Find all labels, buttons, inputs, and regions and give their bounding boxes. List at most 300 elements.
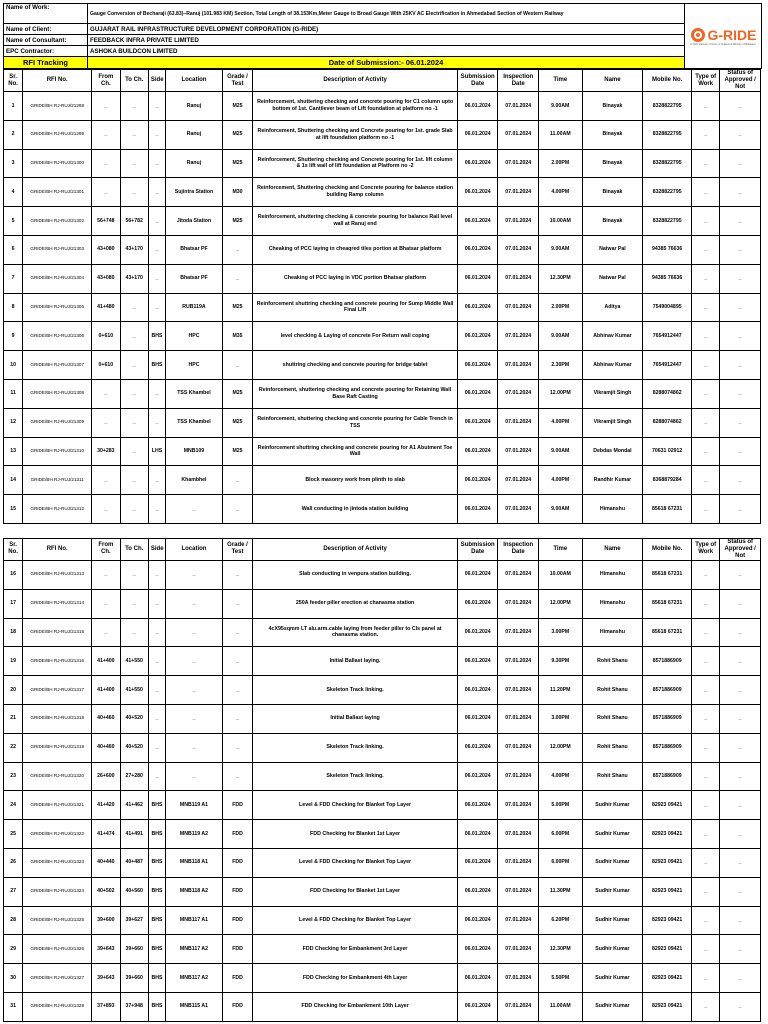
cell-to-ch: _ xyxy=(120,589,148,618)
cell-inspection-date: 07.01.2024 xyxy=(498,877,539,906)
cell-type-of-work: _ xyxy=(691,293,719,322)
cell-sr-no: 1 xyxy=(4,92,23,121)
cell-inspection-date: 07.01.2024 xyxy=(498,207,539,236)
cell-submission-date: 06.01.2024 xyxy=(457,906,498,935)
cell-location: MNB118 A1 xyxy=(166,848,223,877)
cell-submission-date: 06.01.2024 xyxy=(457,351,498,380)
cell-description: Reinforcement, Shuttering checking and Concrete pouring for 1st. lift column & 1s lift wall of lift foundation at Platform no -2 xyxy=(253,149,458,178)
rfi-sheet xyxy=(3,3,761,1022)
column-header-time: Time xyxy=(538,538,582,560)
cell-type-of-work: _ xyxy=(691,149,719,178)
cell-name: Sudhir Kumar xyxy=(582,906,643,935)
cell-submission-date: 06.01.2024 xyxy=(457,235,498,264)
cell-side: _ xyxy=(148,178,165,207)
cell-mobile-no: 82923 09421 xyxy=(643,848,692,877)
cell-to-ch: 43+170 xyxy=(120,264,148,293)
cell-to-ch: _ xyxy=(120,92,148,121)
cell-status: _ xyxy=(720,935,761,964)
cell-status: _ xyxy=(720,647,761,676)
cell-name: Himanshu xyxy=(582,618,643,647)
cell-side: BHS xyxy=(148,791,165,820)
cell-time: 9.00AM xyxy=(538,92,582,121)
cell-mobile-no: 8328822795 xyxy=(643,92,692,121)
column-header-submission-date: Submission Date xyxy=(457,538,498,560)
cell-side: BHS xyxy=(148,906,165,935)
cell-time: 11.00AM xyxy=(538,120,582,149)
cell-location: MNB118 A2 xyxy=(166,877,223,906)
cell-grade: _ xyxy=(222,676,252,705)
cell-grade: M30 xyxy=(222,178,252,207)
cell-description: Level & FDD Checking for Blanket Top Layer xyxy=(253,848,458,877)
cell-from-ch: 0+610 xyxy=(92,351,120,380)
project-header xyxy=(3,3,762,69)
cell-sr-no: 29 xyxy=(4,935,23,964)
cell-location: _ xyxy=(166,589,223,618)
cell-to-ch: 37+948 xyxy=(120,992,148,1021)
table-row xyxy=(4,877,761,906)
cell-from-ch: _ xyxy=(92,589,120,618)
cell-mobile-no: 8328822795 xyxy=(643,178,692,207)
table-row xyxy=(4,589,761,618)
cell-type-of-work: _ xyxy=(691,820,719,849)
cell-inspection-date: 07.01.2024 xyxy=(498,589,539,618)
cell-sr-no: 20 xyxy=(4,676,23,705)
cell-from-ch: 41+480 xyxy=(92,293,120,322)
column-header-to-ch: To Ch. xyxy=(120,538,148,560)
cell-to-ch: _ xyxy=(120,408,148,437)
cell-grade: FDD xyxy=(222,906,252,935)
cell-submission-date: 06.01.2024 xyxy=(457,379,498,408)
column-header-description: Description of Activity xyxy=(253,538,458,560)
cell-time: 2.30PM xyxy=(538,351,582,380)
cell-type-of-work: _ xyxy=(691,92,719,121)
cell-time: 9.00AM xyxy=(538,322,582,351)
cell-status: _ xyxy=(720,560,761,589)
cell-submission-date: 06.01.2024 xyxy=(457,560,498,589)
cell-time: 9.00AM xyxy=(538,495,582,524)
cell-sr-no: 12 xyxy=(4,408,23,437)
column-header-sr-no: Sr. No. xyxy=(4,70,23,92)
cell-submission-date: 06.01.2024 xyxy=(457,495,498,524)
cell-time: 4.00PM xyxy=(538,762,582,791)
cell-name: Rohit Shanu xyxy=(582,704,643,733)
cell-mobile-no: 82923 09421 xyxy=(643,906,692,935)
cell-time: 4.00PM xyxy=(538,466,582,495)
cell-from-ch: 39+643 xyxy=(92,935,120,964)
cell-to-ch: _ xyxy=(120,178,148,207)
cell-location: MNB117 A1 xyxy=(166,906,223,935)
cell-location: MNB117 A2 xyxy=(166,935,223,964)
table-row xyxy=(4,906,761,935)
table-row xyxy=(4,848,761,877)
cell-submission-date: 06.01.2024 xyxy=(457,877,498,906)
cell-type-of-work: _ xyxy=(691,762,719,791)
cell-rfi-no: GRIDE/BH RJ-RUJ/21317 xyxy=(23,676,92,705)
cell-to-ch: 43+170 xyxy=(120,235,148,264)
cell-type-of-work: _ xyxy=(691,560,719,589)
cell-location: Khambhel xyxy=(166,466,223,495)
cell-name: Randhir Kumar xyxy=(582,466,643,495)
cell-location: Ranuj xyxy=(166,92,223,121)
column-header-to-ch: To Ch. xyxy=(120,70,148,92)
cell-sr-no: 30 xyxy=(4,964,23,993)
cell-location: Sujintra Station xyxy=(166,178,223,207)
cell-to-ch: 40+560 xyxy=(120,877,148,906)
cell-to-ch: _ xyxy=(120,149,148,178)
cell-submission-date: 06.01.2024 xyxy=(457,589,498,618)
cell-from-ch: 41+420 xyxy=(92,791,120,820)
cell-grade: _ xyxy=(222,351,252,380)
cell-sr-no: 27 xyxy=(4,877,23,906)
cell-type-of-work: _ xyxy=(691,964,719,993)
cell-submission-date: 06.01.2024 xyxy=(457,647,498,676)
table-row xyxy=(4,149,761,178)
cell-sr-no: 10 xyxy=(4,351,23,380)
cell-to-ch: _ xyxy=(120,437,148,466)
cell-inspection-date: 07.01.2024 xyxy=(498,704,539,733)
cell-rfi-no: GRIDE/BH RJ-RUJ/21305 xyxy=(23,293,92,322)
cell-time: 11.00AM xyxy=(538,992,582,1021)
cell-grade: M25 xyxy=(222,207,252,236)
cell-from-ch: 0+610 xyxy=(92,322,120,351)
cell-time: 5.50PM xyxy=(538,964,582,993)
column-header-type-of-work: Type of Work xyxy=(691,70,719,92)
cell-to-ch: 39+660 xyxy=(120,935,148,964)
cell-inspection-date: 07.01.2024 xyxy=(498,791,539,820)
cell-sr-no: 17 xyxy=(4,589,23,618)
cell-mobile-no: 82923 09421 xyxy=(643,964,692,993)
cell-name: Rohit Shanu xyxy=(582,676,643,705)
cell-sr-no: 19 xyxy=(4,647,23,676)
rfi-tracking-label: RFI Tracking xyxy=(4,57,88,69)
table-row xyxy=(4,495,761,524)
logo-text: G-RIDE xyxy=(707,26,757,43)
cell-grade: FDD xyxy=(222,848,252,877)
cell-sr-no: 4 xyxy=(4,178,23,207)
cell-grade: FDD xyxy=(222,964,252,993)
consultant-name: FEEDBACK INFRA PRIVATE LIMITED xyxy=(88,35,685,46)
cell-inspection-date: 07.01.2024 xyxy=(498,92,539,121)
cell-side: _ xyxy=(148,618,165,647)
table-row xyxy=(4,207,761,236)
cell-rfi-no: GRIDE/BH RJ-RUJ/21302 xyxy=(23,207,92,236)
cell-time: 6.20PM xyxy=(538,906,582,935)
cell-status: _ xyxy=(720,848,761,877)
cell-sr-no: 28 xyxy=(4,906,23,935)
cell-submission-date: 06.01.2024 xyxy=(457,992,498,1021)
cell-to-ch: _ xyxy=(120,293,148,322)
cell-rfi-no: GRIDE/BH RJ-RUJ/21308 xyxy=(23,379,92,408)
cell-grade: FDD xyxy=(222,935,252,964)
cell-rfi-no: GRIDE/BH RJ-RUJ/21328 xyxy=(23,992,92,1021)
cell-sr-no: 24 xyxy=(4,791,23,820)
cell-mobile-no: 7654912447 xyxy=(643,351,692,380)
cell-status: _ xyxy=(720,466,761,495)
rfi-table-1 xyxy=(3,69,761,524)
cell-description: Reinforcement, shuttering checking & concrete pouring for balance Rail level wall at Ranuj end xyxy=(253,207,458,236)
cell-description: Reinforcement shuttring checking and concrete pouring for Sump Middle Wall Final Lift xyxy=(253,293,458,322)
cell-to-ch: 41+550 xyxy=(120,676,148,705)
cell-time: 12.30PM xyxy=(538,935,582,964)
cell-inspection-date: 07.01.2024 xyxy=(498,264,539,293)
epc-name: ASHOKA BUILDCON LIMITED xyxy=(88,46,685,57)
cell-from-ch: 40+460 xyxy=(92,704,120,733)
epc-label: EPC Contractor: xyxy=(4,46,88,57)
cell-type-of-work: _ xyxy=(691,495,719,524)
cell-grade: M25 xyxy=(222,120,252,149)
cell-sr-no: 6 xyxy=(4,235,23,264)
cell-to-ch: _ xyxy=(120,560,148,589)
cell-status: _ xyxy=(720,178,761,207)
cell-time: 9.00AM xyxy=(538,235,582,264)
table-row xyxy=(4,791,761,820)
table-row xyxy=(4,992,761,1021)
cell-name: Abhinav Kumar xyxy=(582,351,643,380)
cell-inspection-date: 07.01.2024 xyxy=(498,379,539,408)
cell-inspection-date: 07.01.2024 xyxy=(498,676,539,705)
cell-description: Reinforcement, shuttering checking and concrete pouring for Cable Trench in TSS xyxy=(253,408,458,437)
cell-side: _ xyxy=(148,149,165,178)
cell-description: Level & FDD Checking for Blanket Top Layer xyxy=(253,791,458,820)
column-header-grade: Grade / Test xyxy=(222,538,252,560)
cell-location: _ xyxy=(166,704,223,733)
cell-grade: _ xyxy=(222,235,252,264)
cell-from-ch: _ xyxy=(92,560,120,589)
column-header-from-ch: From Ch. xyxy=(92,538,120,560)
table-row xyxy=(4,935,761,964)
cell-sr-no: 13 xyxy=(4,437,23,466)
cell-description: FDD Checking for Blanket 1st Layer xyxy=(253,877,458,906)
cell-description: shuttring checking and concrete pouring for bridge tablet xyxy=(253,351,458,380)
cell-time: 3.00PM xyxy=(538,704,582,733)
cell-name: Natwar Pal xyxy=(582,235,643,264)
cell-description: Slab conducting in venpura station building. xyxy=(253,560,458,589)
cell-location: _ xyxy=(166,647,223,676)
table-row xyxy=(4,92,761,121)
cell-description: Initial Ballast laying xyxy=(253,704,458,733)
cell-sr-no: 25 xyxy=(4,820,23,849)
column-header-inspection-date: Inspection Date xyxy=(498,70,539,92)
cell-location: MNB119 A2 xyxy=(166,820,223,849)
cell-location: _ xyxy=(166,618,223,647)
cell-name: Binayak xyxy=(582,149,643,178)
cell-description: Reinforcement, Shuttering checking and Concrete pouring for balance station building Ramp column xyxy=(253,178,458,207)
cell-mobile-no: 8288074862 xyxy=(643,408,692,437)
cell-sr-no: 2 xyxy=(4,120,23,149)
cell-from-ch: 41+400 xyxy=(92,676,120,705)
cell-to-ch: _ xyxy=(120,495,148,524)
cell-mobile-no: 82923 09421 xyxy=(643,992,692,1021)
cell-description: 250A feeder piller erection at chanasma station xyxy=(253,589,458,618)
cell-name: Sudhir Kumar xyxy=(582,791,643,820)
cell-time: 6.00PM xyxy=(538,848,582,877)
g-ride-logo xyxy=(685,4,762,69)
cell-inspection-date: 07.01.2024 xyxy=(498,235,539,264)
cell-status: _ xyxy=(720,437,761,466)
cell-time: 12.00PM xyxy=(538,379,582,408)
cell-side: _ xyxy=(148,235,165,264)
cell-side: BHS xyxy=(148,877,165,906)
cell-submission-date: 06.01.2024 xyxy=(457,964,498,993)
cell-status: _ xyxy=(720,322,761,351)
cell-description: Block masonry work from plinth to slab xyxy=(253,466,458,495)
cell-rfi-no: GRIDE/BH RJ-RUJ/21301 xyxy=(23,178,92,207)
cell-time: 2.00PM xyxy=(538,149,582,178)
cell-inspection-date: 07.01.2024 xyxy=(498,322,539,351)
table-row xyxy=(4,379,761,408)
cell-side: BHS xyxy=(148,935,165,964)
cell-type-of-work: _ xyxy=(691,120,719,149)
cell-side: _ xyxy=(148,704,165,733)
cell-to-ch: 39+660 xyxy=(120,964,148,993)
cell-inspection-date: 07.01.2024 xyxy=(498,762,539,791)
cell-sr-no: 18 xyxy=(4,618,23,647)
cell-rfi-no: GRIDE/BH RJ-RUJ/21306 xyxy=(23,322,92,351)
cell-mobile-no: 82923 09421 xyxy=(643,820,692,849)
cell-mobile-no: 85618 67231 xyxy=(643,560,692,589)
cell-name: Vikramjit Singh xyxy=(582,408,643,437)
cell-sr-no: 23 xyxy=(4,762,23,791)
cell-inspection-date: 07.01.2024 xyxy=(498,848,539,877)
cell-description: FDD Checking for Blanket 1st Layer xyxy=(253,820,458,849)
cell-grade: _ xyxy=(222,704,252,733)
cell-status: _ xyxy=(720,207,761,236)
cell-from-ch: _ xyxy=(92,379,120,408)
cell-status: _ xyxy=(720,618,761,647)
table-row xyxy=(4,964,761,993)
cell-mobile-no: 8571886909 xyxy=(643,647,692,676)
column-header-description: Description of Activity xyxy=(253,70,458,92)
cell-grade: _ xyxy=(222,618,252,647)
cell-rfi-no: GRIDE/BH RJ-RUJ/21315 xyxy=(23,618,92,647)
cell-location: TSS Khambel xyxy=(166,408,223,437)
cell-submission-date: 06.01.2024 xyxy=(457,762,498,791)
cell-side: _ xyxy=(148,495,165,524)
cell-inspection-date: 07.01.2024 xyxy=(498,992,539,1021)
cell-rfi-no: GRIDE/BH RJ-RUJ/21318 xyxy=(23,704,92,733)
cell-from-ch: 41+474 xyxy=(92,820,120,849)
cell-mobile-no: 82923 09421 xyxy=(643,935,692,964)
cell-status: _ xyxy=(720,408,761,437)
cell-time: 12.00PM xyxy=(538,733,582,762)
column-header-mobile-no: Mobile No. xyxy=(643,70,692,92)
cell-grade: _ xyxy=(222,589,252,618)
cell-name: Natwar Pal xyxy=(582,264,643,293)
cell-name: Binayak xyxy=(582,178,643,207)
cell-mobile-no: 8328822795 xyxy=(643,207,692,236)
cell-description: Reinforcement shuttring checking and concrete pouring for A1 Abutment Toe Wall xyxy=(253,437,458,466)
cell-to-ch: 41+462 xyxy=(120,791,148,820)
cell-status: _ xyxy=(720,351,761,380)
cell-time: 11.20PM xyxy=(538,676,582,705)
cell-submission-date: 06.01.2024 xyxy=(457,120,498,149)
table-row xyxy=(4,647,761,676)
cell-rfi-no: GRIDE/BH RJ-RUJ/21316 xyxy=(23,647,92,676)
cell-inspection-date: 07.01.2024 xyxy=(498,293,539,322)
column-header-location: Location xyxy=(166,70,223,92)
cell-side: _ xyxy=(148,647,165,676)
column-header-status: Status of Approved / Not xyxy=(720,538,761,560)
cell-submission-date: 06.01.2024 xyxy=(457,618,498,647)
cell-submission-date: 06.01.2024 xyxy=(457,820,498,849)
cell-name: Rohit Shanu xyxy=(582,762,643,791)
cell-side: _ xyxy=(148,92,165,121)
cell-location: TSS Khambel xyxy=(166,379,223,408)
cell-type-of-work: _ xyxy=(691,906,719,935)
table-row xyxy=(4,466,761,495)
cell-description: FDD Checking for Embankment 10th Layer xyxy=(253,992,458,1021)
cell-location: RUB119A xyxy=(166,293,223,322)
cell-name: Sudhir Kumar xyxy=(582,992,643,1021)
cell-mobile-no: 8328822795 xyxy=(643,149,692,178)
cell-time: 10.00AM xyxy=(538,560,582,589)
cell-description: Skeleton Track linking. xyxy=(253,762,458,791)
cell-type-of-work: _ xyxy=(691,379,719,408)
cell-type-of-work: _ xyxy=(691,351,719,380)
cell-mobile-no: 82923 09421 xyxy=(643,791,692,820)
cell-name: Aditya xyxy=(582,293,643,322)
cell-type-of-work: _ xyxy=(691,935,719,964)
cell-submission-date: 06.01.2024 xyxy=(457,848,498,877)
cell-type-of-work: _ xyxy=(691,437,719,466)
cell-name: Sudhir Kumar xyxy=(582,877,643,906)
column-header-status: Status of Approved / Not xyxy=(720,70,761,92)
cell-to-ch: _ xyxy=(120,120,148,149)
cell-grade: _ xyxy=(222,495,252,524)
cell-location: _ xyxy=(166,560,223,589)
cell-name: Himanshu xyxy=(582,560,643,589)
cell-side: BHS xyxy=(148,351,165,380)
cell-grade: _ xyxy=(222,733,252,762)
cell-location: MNB117 A2 xyxy=(166,964,223,993)
cell-grade: _ xyxy=(222,762,252,791)
cell-status: _ xyxy=(720,676,761,705)
cell-status: _ xyxy=(720,762,761,791)
cell-grade: _ xyxy=(222,466,252,495)
client-name: GUJARAT RAIL INFRASTRUCTURE DEVELOPMENT CORPORATION (G-RIDE) xyxy=(88,24,685,35)
cell-grade: M25 xyxy=(222,92,252,121)
cell-mobile-no: 8368879284 xyxy=(643,466,692,495)
cell-inspection-date: 07.01.2024 xyxy=(498,351,539,380)
cell-sr-no: 31 xyxy=(4,992,23,1021)
cell-mobile-no: 85618 67231 xyxy=(643,589,692,618)
cell-type-of-work: _ xyxy=(691,848,719,877)
cell-name: Binayak xyxy=(582,207,643,236)
cell-to-ch: 40+520 xyxy=(120,704,148,733)
cell-from-ch: 43+080 xyxy=(92,264,120,293)
cell-rfi-no: GRIDE/BH RJ-RUJ/21327 xyxy=(23,964,92,993)
cell-rfi-no: GRIDE/BH RJ-RUJ/21299 xyxy=(23,120,92,149)
cell-time: 2.00PM xyxy=(538,293,582,322)
cell-side: _ xyxy=(148,120,165,149)
cell-type-of-work: _ xyxy=(691,235,719,264)
cell-sr-no: 15 xyxy=(4,495,23,524)
cell-side: _ xyxy=(148,676,165,705)
cell-submission-date: 06.01.2024 xyxy=(457,935,498,964)
cell-inspection-date: 07.01.2024 xyxy=(498,408,539,437)
cell-location: Ranuj xyxy=(166,149,223,178)
cell-type-of-work: _ xyxy=(691,466,719,495)
cell-submission-date: 06.01.2024 xyxy=(457,408,498,437)
g-ride-emblem-icon xyxy=(690,27,706,43)
table-row xyxy=(4,351,761,380)
cell-to-ch: 41+550 xyxy=(120,647,148,676)
cell-rfi-no: GRIDE/BH RJ-RUJ/21314 xyxy=(23,589,92,618)
cell-description: Wall conducting in jintoda station building xyxy=(253,495,458,524)
cell-rfi-no: GRIDE/BH RJ-RUJ/21324 xyxy=(23,877,92,906)
cell-submission-date: 06.01.2024 xyxy=(457,207,498,236)
cell-to-ch: 40+487 xyxy=(120,848,148,877)
